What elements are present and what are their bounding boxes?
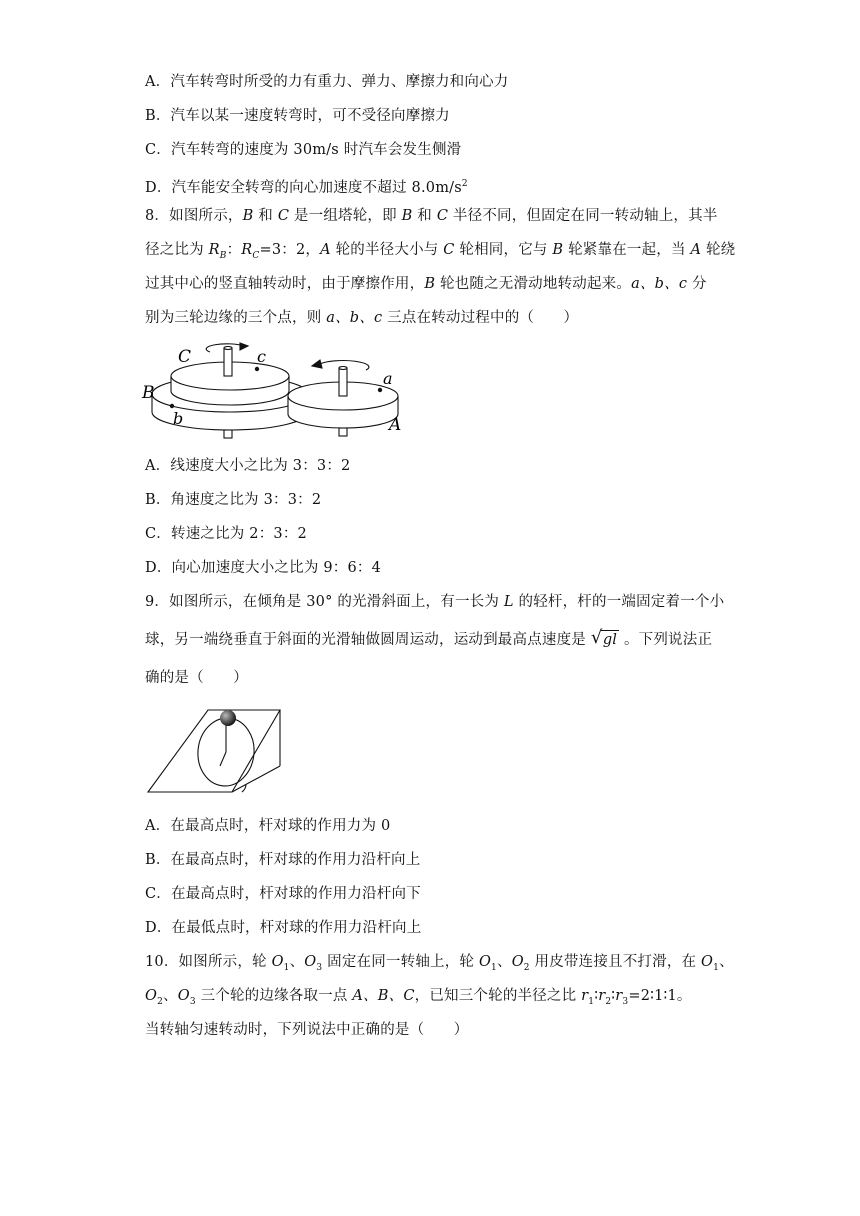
incline-figure [146,706,286,794]
label-b: b [173,409,184,428]
q8-option-a: A．线速度大小之比为 3：3：2 [145,458,351,474]
q7-option-d [145,174,468,198]
q9-stem-line1: 9．如图所示，在倾角是 30° 的光滑斜面上，有一长为 L 的轻杆，杆的一端固定着一个小 [145,594,725,610]
q8-option-c: C．转速之比为 2：3：2 [145,526,307,542]
q9-option-b: B．在最高点时，杆对球的作用力沿杆向上 [145,852,421,868]
ball [220,710,236,726]
q8-stem-line3: 过其中心的竖直轴转动时，由于摩擦作用，B 轮也随之无滑动地转动起来。a、b、c 分 [145,276,707,292]
label-C: C [178,347,192,367]
q8-stem-line1: 8．如图所示，B 和 C 是一组塔轮，即 B 和 C 半径不同，但固定在同一转动轴上，其半 [145,208,718,224]
q10-stem-line1: 10．如图所示，轮 $O_1$、$O_3$ 固定在同一转轴上，轮 $O_1$、$O_2$ 用皮带连接且不打滑，在 $O_1$、 [145,954,734,973]
q8-stem-line4: 别为三轮边缘的三个点，则 a、b、c 三点在转动过程中的（ ） [145,310,579,326]
q9-option-a: A．在最高点时，杆对球的作用力为 0 [145,818,391,834]
tower-wheel-figure [140,336,430,442]
q8-stem-line2: 径之比为 $R_B$：$R_C=3$：2，A 轮的半径大小与 C 轮相同，它与 B 轮紧靠在一起，当 A 轮绕 [145,242,736,261]
q8-option-b: B．角速度之比为 3：3：2 [145,492,322,508]
q9-option-d: D．在最低点时，杆对球的作用力沿杆向上 [145,920,422,936]
point-b [170,404,174,408]
q7-option-c: C．汽车转弯的速度为 30m/s 时汽车会发生侧滑 [145,142,462,158]
q7-option-d-text: D．汽车能安全转弯的向心加速度不超过 8.0m/s [145,179,462,196]
q7-option-d-sup: 2 [461,179,468,189]
q10-stem-line3: 当转轴匀速转动时，下列说法中正确的是（ ） [145,1022,469,1038]
q9-stem-line2: 球，另一端绕垂直于斜面的光滑轴做圆周运动，运动到最高点速度是 √ gl 。下列说法正 [145,627,713,648]
q10-stem-line2: $O_2$、$O_3$ 三个轮的边缘各取一点 A、B、C，已知三个轮的半径之比 $r_1∶r_2∶r_3=2∶1∶1$。 [145,988,692,1007]
q7-option-b: B．汽车以某一速度转弯时，可不受径向摩擦力 [145,108,450,124]
label-A: A [389,415,402,435]
point-c [255,367,259,371]
q9-stem-line3: 确的是（ ） [145,670,248,686]
label-a: a [383,369,393,388]
q8-option-d: D．向心加速度大小之比为 9：6：4 [145,560,382,576]
label-c: c [257,347,266,366]
q7-option-a: A．汽车转弯时所受的力有重力、弹力、摩擦力和向心力 [145,74,509,90]
q9-option-c: C．在最高点时，杆对球的作用力沿杆向下 [145,886,421,902]
point-a [378,388,382,392]
sqrt-gl: √ gl [590,627,618,648]
label-B: B [142,383,155,403]
